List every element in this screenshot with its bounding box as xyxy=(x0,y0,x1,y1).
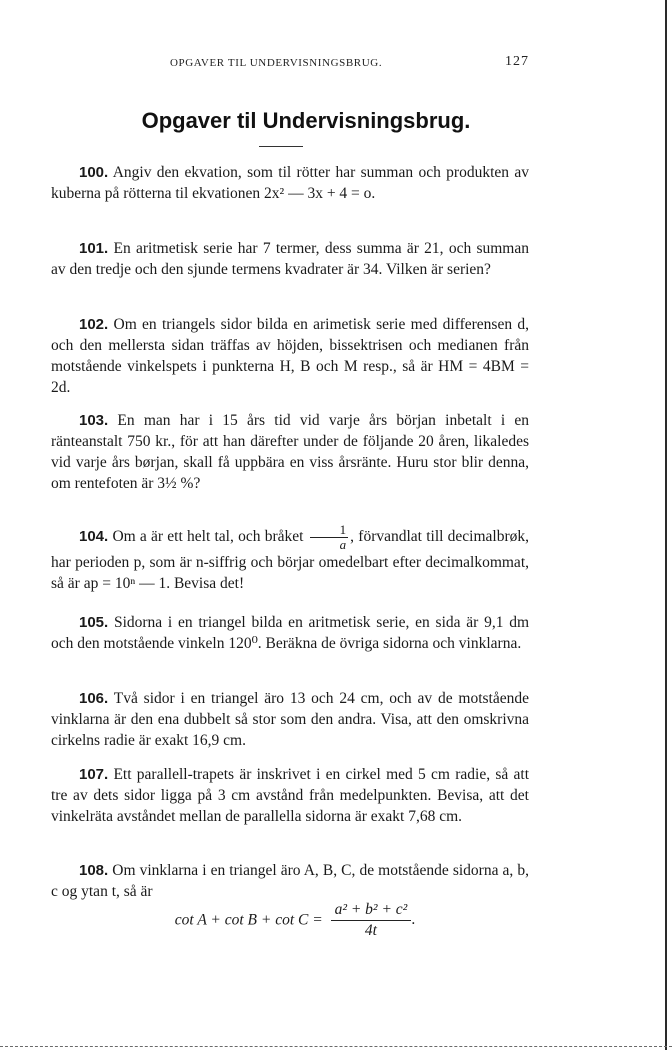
problem-number: 100. xyxy=(79,164,109,181)
problem-text: En aritmetisk serie har 7 termer, dess summa är 21, och summan av den tredje och den sjunde termens kvadrater är 34. Vilken är serien? xyxy=(51,240,529,278)
problem-text: En man har i 15 års tid vid varje års början inbetalt i en ränteanstalt 750 kr., för att han därefter under de följande 20 åren, likaledes vid varje års børjan, skall få uppbära en viss årsränte. Huru stor blir denna, om rentefoten är 3½ %? xyxy=(51,412,529,492)
problem-number: 108. xyxy=(79,862,109,879)
title-divider xyxy=(259,146,303,147)
problem-106 xyxy=(51,688,529,751)
problem-107 xyxy=(51,764,529,827)
problem-number: 106. xyxy=(79,690,109,707)
problem-text: Om en triangels sidor bilda en arimetisk serie med differensen d, och den mellersta sidan träffas av höjden, bissektrisen och medianen från motstående vinkelspets i punkterna H, B och M resp., så är HM = 4BM = 2d. xyxy=(51,316,529,396)
problem-number: 102. xyxy=(79,316,109,333)
problem-text: Ett parallell-trapets är inskrivet i en cirkel med 5 cm radie, så att tre av dets sidor ligga på 3 cm avstånd från medelpunkten. Bevisa, att det vinkelräta avståndet mellan de parallella sidorna är exakt 7,68 cm. xyxy=(51,766,530,825)
problem-103 xyxy=(51,410,529,494)
problem-104 xyxy=(51,523,529,594)
fraction-numerator: 1 xyxy=(310,523,349,538)
problem-number: 101. xyxy=(79,240,109,257)
problem-number: 104. xyxy=(79,528,109,546)
formula-lhs: cot A + cot B + cot C = xyxy=(174,911,323,929)
problem-text: , förvandlat till decimalbrøk, har perioden p, som är n-siffrig och börjar omedelbart efter decimalkommat, så är ap = 10ⁿ — 1. Bevisa det! xyxy=(51,528,530,592)
problem-101 xyxy=(51,238,529,280)
problem-text: Två sidor i en triangel äro 13 och 24 cm, och av de motstående vinklarna är den ena dubbelt så stor som den andra. Visa, att den omskrivna cirkelns radie är exakt 16,9 cm. xyxy=(51,690,529,749)
problem-number: 103. xyxy=(79,412,109,429)
problem-number: 105. xyxy=(79,614,109,631)
formula-end: . xyxy=(411,911,416,929)
problem-text: Om vinklarna i en triangel äro A, B, C, de motstående sidorna a, b, c og ytan t, så är xyxy=(51,862,529,900)
page-edge-bottom xyxy=(0,1046,672,1047)
problem-text: Angiv den ekvation, som til rötter har summan och produkten av kuberna på rötterna til ekvationen 2x² — 3x + 4 = o. xyxy=(51,164,529,202)
problem-100 xyxy=(51,162,529,204)
cotangent-formula xyxy=(130,900,460,941)
formula-fraction xyxy=(331,900,412,941)
page-title: Opgaver til Undervisningsbrug. xyxy=(141,108,471,133)
problem-text: Om a är ett helt tal, och bråket xyxy=(112,528,304,546)
problem-text: Sidorna i en triangel bilda en aritmetisk serie, en sida är 9,1 dm och den motstående vinkeln 120⁰. Beräkna de övriga sidorna och vinklarna. xyxy=(51,614,529,652)
running-head: OPGAVER TIL UNDERVISNINGSBRUG. xyxy=(170,57,383,69)
formula-numerator: a² + b² + c² xyxy=(331,900,412,921)
problem-105 xyxy=(51,612,529,654)
fraction-denominator: a xyxy=(339,537,347,552)
page-edge-right xyxy=(665,0,667,1050)
formula-denominator: 4t xyxy=(364,922,377,939)
problem-108 xyxy=(51,860,529,902)
problem-number: 107. xyxy=(79,766,109,783)
page-number: 127 xyxy=(505,54,529,69)
problem-102 xyxy=(51,314,529,398)
fraction xyxy=(310,523,349,552)
